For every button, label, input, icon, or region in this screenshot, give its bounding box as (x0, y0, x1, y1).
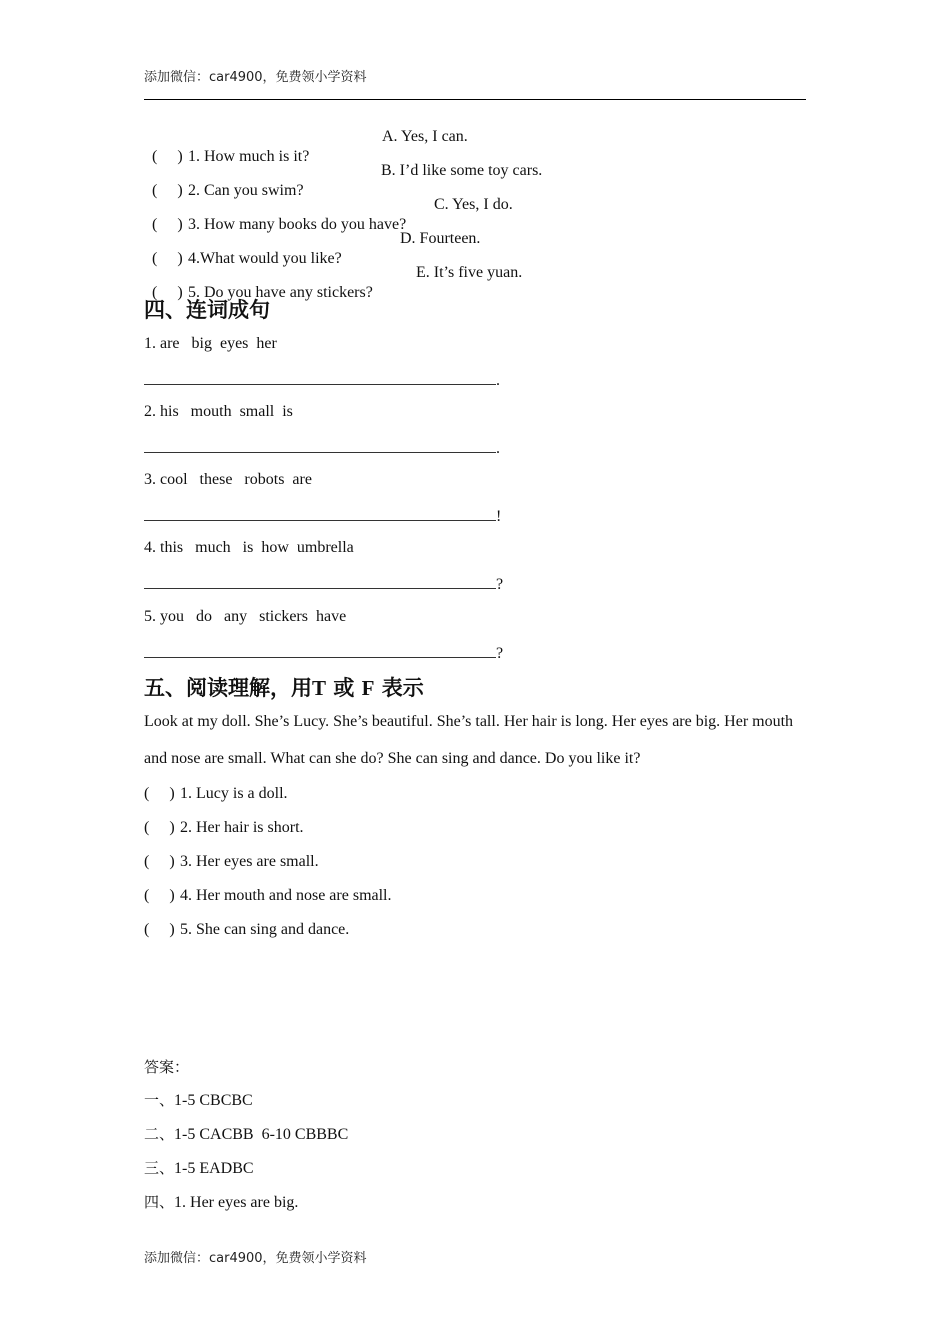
reorder-answer-line-4[interactable] (144, 572, 503, 595)
end-punct: . (496, 372, 500, 389)
answer-paren[interactable]: ( ) (152, 250, 183, 267)
answer-paren[interactable]: ( ) (144, 785, 175, 802)
answer-text: 1. Her eyes are big. (174, 1194, 299, 1211)
answer-prefix: 二、 (144, 1125, 175, 1143)
option: B. I’d like some toy cars. (381, 162, 543, 179)
answer-paren[interactable]: ( ) (152, 284, 183, 301)
tf-item-5 (144, 920, 349, 940)
end-punct: ! (496, 508, 502, 525)
title-part: 五、阅读理解，用 (144, 676, 312, 700)
reorder-answer-line-5[interactable] (144, 641, 503, 664)
answer-text: 1-5 CBCBC (174, 1092, 253, 1109)
tf-item-4 (144, 886, 392, 906)
answer-text: 1-5 EADBC (174, 1160, 254, 1177)
answer-blank[interactable] (144, 368, 496, 385)
title-part: 表示 (381, 676, 424, 700)
answer-paren[interactable]: ( ) (152, 216, 183, 233)
option: C. Yes, I do. (434, 196, 513, 213)
question: 4.What would you like? (188, 250, 342, 267)
answer-paren[interactable]: ( ) (144, 887, 175, 904)
section4-title: 四、连词成句 (144, 298, 270, 322)
reorder-answer-line-2[interactable] (144, 436, 500, 459)
option: A. Yes, I can. (382, 128, 468, 145)
reorder-words-4: 4. this much is how umbrella (144, 539, 354, 556)
answer-blank[interactable] (144, 504, 496, 521)
answer-paren[interactable]: ( ) (144, 921, 175, 938)
page-header: 添加微信：car4900，免费领小学资料 (144, 70, 367, 85)
answer-text: 1-5 CACBB 6-10 CBBBC (174, 1126, 349, 1143)
statement: 3. Her eyes are small. (180, 853, 319, 870)
answer-line-4 (144, 1192, 298, 1213)
section5-title (144, 672, 424, 702)
title-t: T (312, 676, 327, 700)
tf-item-1 (144, 784, 288, 804)
answer-paren[interactable]: ( ) (144, 853, 175, 870)
statement: 4. Her mouth and nose are small. (180, 887, 392, 904)
question: 3. How many books do you have? (188, 216, 407, 233)
page-footer: 添加微信：car4900，免费领小学资料 (144, 1251, 367, 1266)
title-f: F (361, 676, 375, 700)
reorder-words-1: 1. are big eyes her (144, 335, 277, 352)
statement: 2. Her hair is short. (180, 819, 304, 836)
answer-paren[interactable]: ( ) (144, 819, 175, 836)
question: 2. Can you swim? (188, 182, 304, 199)
answer-prefix: 一、 (144, 1091, 175, 1109)
question: 5. Do you have any stickers? (188, 284, 373, 301)
answer-line-3 (144, 1158, 254, 1179)
title-part: 或 (333, 676, 355, 700)
answer-blank[interactable] (144, 436, 496, 453)
reading-passage: Look at my doll. She’s Lucy. She’s beautiful. She’s tall. Her hair is long. Her eyes are big. Her mouth and nose are small. What can she do? She can sing and dance. Do you like it? (144, 713, 794, 767)
answer-prefix: 三、 (144, 1159, 175, 1177)
reorder-words-5: 5. you do any stickers have (144, 608, 347, 625)
reorder-words-2: 2. his mouth small is (144, 403, 293, 420)
end-punct: ? (496, 576, 504, 593)
answer-line-2 (144, 1124, 348, 1145)
reorder-answer-line-1[interactable] (144, 368, 500, 391)
answer-blank[interactable] (144, 641, 496, 658)
answers-label: 答案： (144, 1058, 190, 1076)
answer-paren[interactable]: ( ) (152, 148, 183, 165)
answer-prefix: 四、 (144, 1193, 175, 1211)
reorder-answer-line-3[interactable] (144, 504, 501, 527)
end-punct: ? (496, 645, 504, 662)
answer-line-1 (144, 1090, 253, 1111)
option: E. It’s five yuan. (416, 264, 523, 281)
reorder-words-3: 3. cool these robots are (144, 471, 312, 488)
question: 1. How much is it? (188, 148, 310, 165)
tf-item-2 (144, 818, 304, 838)
tf-item-3 (144, 852, 319, 872)
end-punct: . (496, 440, 500, 457)
header-rule (144, 99, 806, 100)
statement: 1. Lucy is a doll. (180, 785, 288, 802)
statement: 5. She can sing and dance. (180, 921, 350, 938)
option: D. Fourteen. (400, 230, 481, 247)
answer-paren[interactable]: ( ) (152, 182, 183, 199)
answer-blank[interactable] (144, 572, 496, 589)
